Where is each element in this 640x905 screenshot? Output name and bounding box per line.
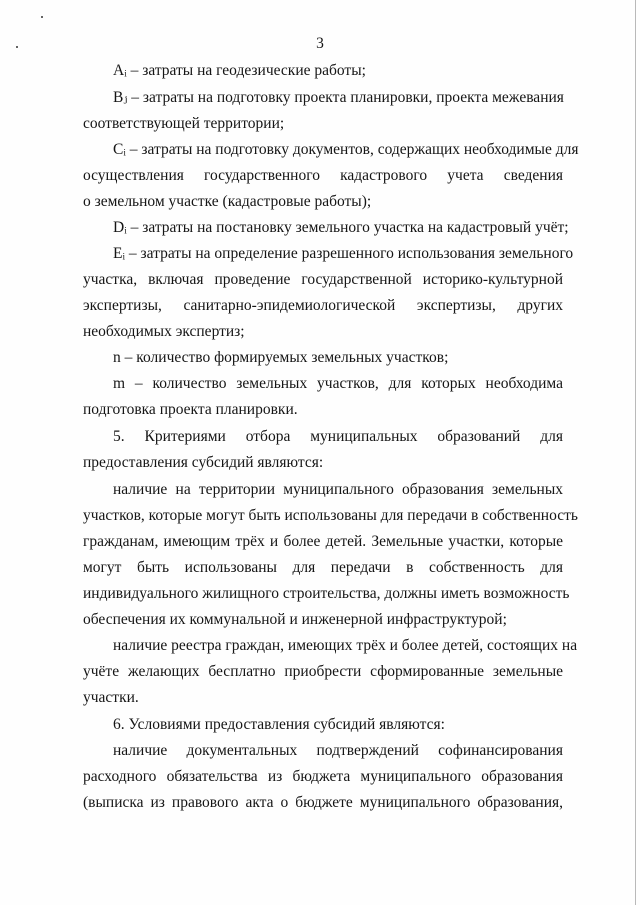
text-line: участка, включая проведение государственной историко-культурной (83, 271, 563, 288)
scan-edge-line (635, 0, 636, 905)
text-line: осуществления государственного кадастрового учета сведения (83, 167, 563, 184)
scan-speck (41, 16, 43, 18)
text-line: Aᵢ – затраты на геодезические работы; (113, 62, 366, 79)
text-line: расходного обязательства из бюджета муниципального образования (83, 768, 563, 785)
text-line: n – количество формируемых земельных участков; (113, 349, 449, 366)
text-line: 5. Критериями отбора муниципальных образований для (113, 428, 563, 445)
text-line: наличие на территории муниципального образования земельных (113, 481, 563, 498)
text-line: Cᵢ – затраты на подготовку документов, содержащих необходимые для (113, 141, 579, 158)
text-line: предоставления субсидий являются: (83, 454, 324, 471)
text-line: Dᵢ – затраты на постановку земельного участка на кадастровый учёт; (113, 219, 569, 236)
text-line: гражданам, имеющим трёх и более детей. Земельные участки, которые (83, 533, 563, 550)
page-number: 3 (316, 35, 324, 52)
text-line: экспертизы, санитарно-эпидемиологической экспертизы, других (83, 297, 563, 314)
text-line: 6. Условиями предоставления субсидий являются: (113, 716, 445, 733)
text-line: m – количество земельных участков, для которых необходима (113, 375, 563, 392)
text-line: участков, которые могут быть использованы для передачи в собственность (83, 507, 578, 524)
text-line: о земельном участке (кадастровые работы); (83, 193, 372, 210)
text-line: Eᵢ – затраты на определение разрешенного использования земельного (113, 245, 574, 262)
text-line: (выписка из правового акта о бюджете муниципального образования, (83, 794, 563, 811)
text-line: участки. (83, 689, 139, 706)
text-line: подготовка проекта планировки. (83, 401, 298, 418)
text-line: наличие реестра граждан, имеющих трёх и более детей, состоящих на (113, 637, 578, 654)
text-line: учёте желающих бесплатно приобрести сформированные земельные (83, 663, 563, 680)
text-line: индивидуального жилищного строительства, должны иметь возможность (83, 585, 570, 602)
text-line: необходимых экспертиз; (83, 323, 245, 340)
text-line: обеспечения их коммунальной и инженерной инфраструктурой; (83, 611, 507, 628)
text-line: Bⱼ – затраты на подготовку проекта планировки, проекта межевания (113, 89, 564, 106)
text-line: соответствующей территории; (83, 115, 285, 132)
text-line: наличие документальных подтверждений софинансирования (113, 742, 563, 759)
text-line: могут быть использованы для передачи в собственность для (83, 559, 563, 576)
